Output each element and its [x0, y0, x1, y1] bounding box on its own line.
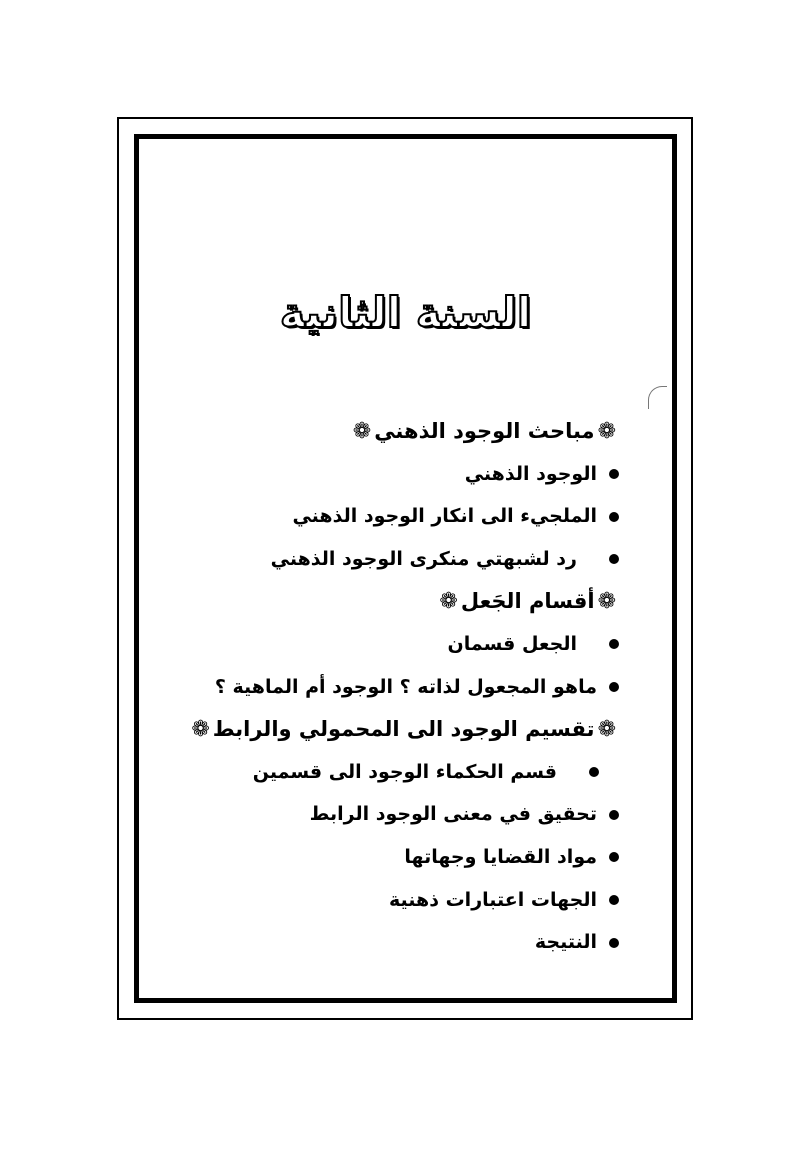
toc-item — [189, 538, 619, 581]
toc-item-text: النتيجة — [534, 931, 597, 954]
toc-item — [189, 453, 619, 496]
bullet-icon — [609, 639, 619, 649]
toc-item-text: تحقيق في معنى الوجود الرابط — [309, 803, 597, 826]
ornament-icon: ❁ — [191, 716, 210, 742]
ornament-icon: ❁ — [597, 418, 616, 444]
toc-item — [189, 495, 619, 538]
toc-item — [189, 793, 619, 836]
toc-item — [189, 921, 619, 964]
toc-heading-mental-existence — [189, 410, 619, 453]
toc-item-text: الجهات اعتبارات ذهنية — [389, 888, 597, 911]
toc-item-text: مواد القضايا وجهاتها — [404, 845, 597, 868]
toc-heading-text: مباحث الوجود الذهني — [374, 419, 595, 443]
bullet-icon — [609, 512, 619, 522]
toc-item — [189, 666, 619, 709]
toc-item-text: الوجود الذهني — [464, 462, 597, 485]
bullet-icon — [609, 554, 619, 564]
stray-mark-decoration — [648, 386, 667, 409]
toc-item — [189, 879, 619, 922]
toc-item — [189, 836, 619, 879]
bullet-icon — [609, 895, 619, 905]
bullet-icon — [609, 469, 619, 479]
page-title: السنة الثانية — [279, 288, 532, 337]
toc-item-text: ماهو المجعول لذاته ؟ الوجود أم الماهية ؟ — [214, 675, 597, 698]
ornament-icon: ❁ — [597, 589, 616, 615]
toc-item-text: رد لشبهتي منكرى الوجود الذهني — [270, 547, 577, 570]
toc-item-text: الجعل قسمان — [447, 632, 577, 655]
bullet-icon — [609, 682, 619, 692]
toc-heading-text: تقسيم الوجود الى المحمولي والرابط — [212, 717, 595, 742]
toc-heading-division-of-existence — [189, 708, 619, 751]
bullet-icon — [609, 852, 619, 862]
toc-item-text: قسم الحكماء الوجود الى قسمين — [252, 760, 557, 783]
toc-item-text: الملجيء الى انكار الوجود الذهني — [292, 505, 597, 528]
bullet-icon — [589, 767, 599, 777]
toc-heading-divisions-of-making — [189, 580, 619, 623]
ornament-icon: ❁ — [352, 418, 372, 444]
toc-item — [189, 751, 619, 794]
ornament-icon: ❁ — [597, 716, 616, 742]
table-of-contents — [189, 410, 619, 964]
toc-item — [189, 623, 619, 666]
toc-heading-text: أقسام الجَعل — [460, 589, 595, 614]
ornament-icon: ❁ — [439, 589, 458, 615]
bullet-icon — [609, 810, 619, 820]
bullet-icon — [609, 938, 619, 948]
